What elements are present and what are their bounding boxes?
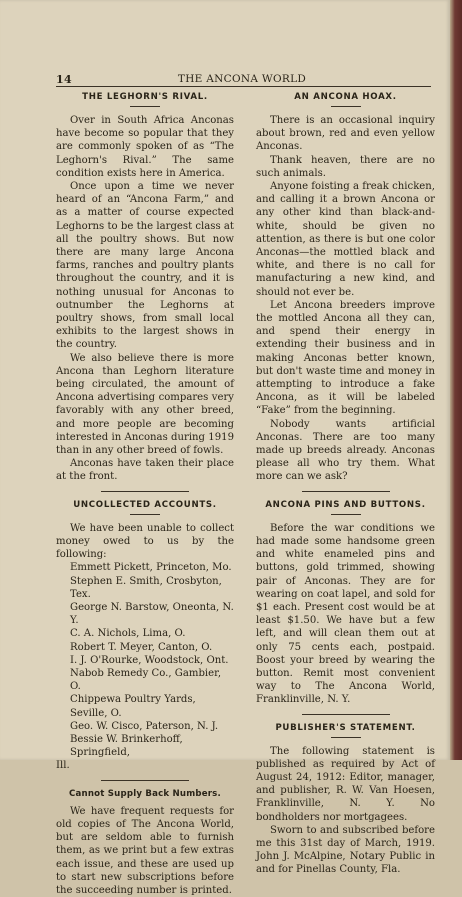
running-head [56,73,428,86]
heading-rule [331,514,361,515]
article-ancona-hoax [256,91,435,484]
paragraph: We have frequent requests for old copies of The Ancona World, but are seldom able to furnish them, as we print but a few extras each issue, and these are used up to start new subscriptions before the succeeding number is printed. [56,805,234,896]
article-heading: Cannot Supply Back Numbers. [69,788,221,799]
article-heading: PUBLISHER'S STATEMENT. [275,722,416,733]
paragraph: Before the war conditions we had made some handsome green and white enameled pins and buttons, gold trimmed, showing pair of Anconas. They are for wearing on coat lapel, and sold for $1 each. Present cost would be at least $1.50. We have but a few left, and will clean them out at only 75 cents each, postpaid. Boost your breed by wearing the button. Remit most convenient way to The Ancona World, Franklinville, N. Y. [256,522,435,706]
paragraph: Anconas have taken their place at the front. [56,458,234,483]
heading-rule [331,737,361,738]
article-heading: ANCONA PINS AND BUTTONS. [265,499,426,510]
debtor-line: I. J. O'Rourke, Woodstock, Ont. [70,654,229,666]
paragraph: Anyone foisting a freak chicken, and calling it a brown Ancona or any other kind than black-and-white, should be given no attention, as there is but one color Anconas—the mottled black and white, and there is no call for manufacturing a new kind, and should not ever be. [256,181,435,298]
right-column [256,91,435,877]
section-divider [101,491,189,492]
article-pins-buttons [256,499,435,707]
article-heading: THE LEGHORN'S RIVAL. [82,92,208,102]
debtor-line: Chippewa Poultry Yards, Seville, O. [70,694,196,719]
paragraph: Once upon a time we never heard of an “Ancona Farm,” and as a matter of course expected Leghorns to be the largest class at all the poultry shows. But now there are many large Ancona farms, ranches and poultry plants throughout the country, and it is nothing unusual for Anconas to outnumber the Leghorns at poultry shows, from small local exhibits to the largest shows in the country. [56,181,234,351]
binding-edge [450,0,462,760]
header-rule [56,86,431,87]
paragraph: Nobody wants artificial Anconas. There are too many made up breeds already. Anconas please all who try them. What more can we ask? [256,418,435,483]
debtor-line: Geo. W. Cisco, Paterson, N. J. [70,720,219,732]
left-column [56,91,234,897]
article-leghorn-rival [56,91,234,484]
debtor-line: Bessie W. Brinkerhoff, Springfield, [70,733,183,759]
paragraph: The following statement is published as required by Act of August 24, 1912: Editor, manager, and publisher, R. W. Van Hoesen, Franklinville, N. Y. No bondholders nor mortgagees. [256,745,435,823]
paragraph: We have been unable to collect money owed to us by the following: [56,522,234,561]
paragraph: Over in South Africa Anconas have become so popular that they are commonly spoken of as “The Leghorn's Rival.” The same condition exists here in America. [56,115,234,179]
debtor-line: George N. Barstow, Oneonta, N. Y. [70,601,234,627]
paragraph: There is an occasional inquiry about brown, red and even yellow Anconas. [256,115,435,153]
article-publishers-statement [256,722,435,877]
heading-rule [331,106,361,107]
heading-rule [130,514,160,515]
heading-rule [130,106,160,107]
article-heading: AN ANCONA HOAX. [294,92,397,102]
paragraph: We also believe there is more Ancona than Leghorn literature being circulated, the amount of Ancona advertising compares very favorably with any other breed, and more people are becoming interested in Anconas during 1919 than in any other breed of fowls. [56,352,234,457]
paragraph: Thank heaven, there are no such animals. [256,154,435,179]
debtor-line: C. A. Nichols, Lima, O. [70,628,186,640]
debtor-line-continued: Ill. [56,760,70,772]
paragraph: Sworn to and subscribed before me this 31st day of March, 1919. John J. McAlpine, Notary Public in and for Pinellas County, Fla. [256,824,435,876]
debtor-line: Stephen E. Smith, Crosbyton, Tex. [70,575,222,600]
article-uncollected-accounts [56,499,234,773]
section-divider [302,491,390,492]
debtor-line: Robert T. Meyer, Canton, O. [70,641,213,653]
paragraph: Let Ancona breeders improve the mottled Ancona all they can, and spend their energy in extending their business and in making Anconas better known, but don't waste time and money in attempting to introduce a fake Ancona, as it will be labeled “Fake” from the beginning. [256,299,435,417]
section-divider [302,714,390,715]
debtor-line: Nabob Remedy Co., Gambier, O. [70,667,222,693]
page-number: 14 [56,73,72,86]
article-heading: UNCOLLECTED ACCOUNTS. [73,499,217,510]
running-title: THE ANCONA WORLD [177,73,307,85]
section-divider [101,780,189,781]
debtor-line: Emmett Pickett, Princeton, Mo. [70,562,232,574]
article-back-numbers [56,788,234,897]
